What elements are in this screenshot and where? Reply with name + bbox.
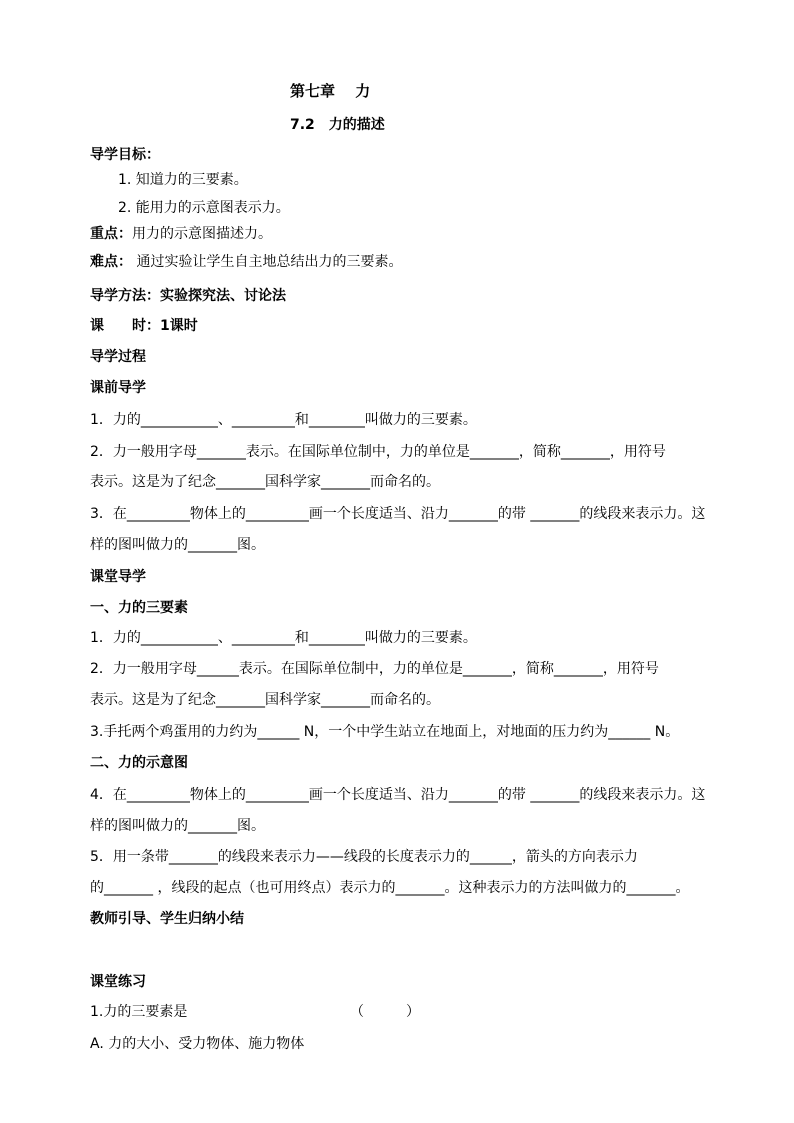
practice-heading: 课堂练习 [90, 974, 146, 990]
question-1: 1.力的三要素是 [90, 1004, 188, 1020]
difficulty [90, 253, 402, 271]
key-point [90, 225, 272, 243]
section-2-heading: 二、力的示意图 [90, 755, 188, 771]
key-label: 重点： [90, 226, 132, 242]
pre-item-2b: 表示。这是为了纪念_______国科学家_______而命名的。 [90, 474, 440, 490]
pre-item-3: 3．在_________物体上的_________画一个长度适当、沿力_______的带 _______的线段来表示力。这 [90, 506, 706, 522]
process-heading: 导学过程 [90, 349, 146, 365]
class-item-1: 1．力的___________、_________和________叫做力的三要素。 [90, 630, 477, 646]
class-item-5b: 的_______ ，线段的起点（也可用终点）表示力的_______。这种表示力的方法叫做力的_______。 [90, 880, 690, 896]
goal-2: 2. 能用力的示意图表示力。 [118, 200, 290, 216]
class-item-2b: 表示。这是为了纪念_______国科学家_______而命名的。 [90, 692, 440, 708]
pre-class-heading: 课前导学 [90, 380, 146, 396]
question-1-option-a: A. 力的大小、受力物体、施力物体 [90, 1036, 305, 1052]
pre-item-3b: 样的图叫做力的_______图。 [90, 537, 265, 553]
question-1-answer-paren: （ ） [350, 1004, 420, 1020]
goal-1: 1. 知道力的三要素。 [118, 172, 248, 188]
class-item-3: 3.手托两个鸡蛋用的力约为______ N，一个中学生站立在地面上，对地面的压力约为______ N。 [90, 724, 680, 740]
pre-item-1: 1．力的___________、_________和________叫做力的三要素。 [90, 412, 477, 428]
class-item-4b: 样的图叫做力的_______图。 [90, 818, 265, 834]
in-class-heading: 课堂导学 [90, 569, 146, 585]
difficulty-text: 通过实验让学生自主地总结出力的三要素。 [132, 254, 403, 270]
pre-item-2: 2．力一般用字母_______表示。在国际单位制中，力的单位是_______，简称_______，用符号 [90, 444, 666, 460]
difficulty-label: 难点： [90, 254, 132, 270]
class-item-2: 2．力一般用字母______表示。在国际单位制中，力的单位是_______，简称_______，用符号 [90, 661, 659, 677]
section-1-heading: 一、力的三要素 [90, 600, 188, 616]
summary-heading: 教师引导、学生归纳小结 [90, 911, 244, 927]
class-item-5: 5．用一条带_______的线段来表示力——线段的长度表示力的______，箭头的方向表示力 [90, 849, 638, 865]
key-text: 用力的示意图描述力。 [132, 226, 272, 242]
section-title: 7.2 力的描述 [290, 117, 385, 133]
class-item-4: 4．在_________物体上的_________画一个长度适当、沿力_______的带 _______的线段来表示力。这 [90, 787, 706, 803]
goals-label: 导学目标： [90, 147, 160, 163]
chapter-title: 第七章 力 [290, 82, 371, 100]
period-line: 课 时：1课时 [90, 318, 198, 334]
method-line: 导学方法：实验探究法、讨论法 [90, 288, 286, 304]
